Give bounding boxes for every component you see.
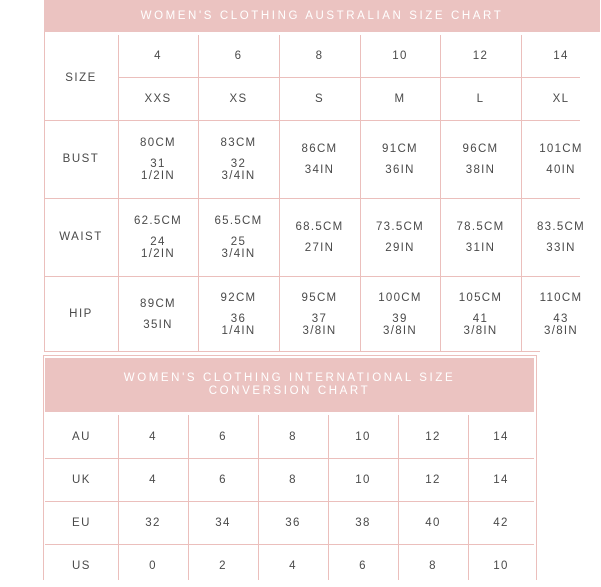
size-number-cell-text: 12 <box>472 50 489 62</box>
hip-measure-cell-text: 35IN <box>143 318 173 331</box>
waist-measure-cell-text: 31IN <box>465 241 496 254</box>
intl-eu-cell-text: 42 <box>493 516 509 529</box>
intl-eu-cell <box>188 501 258 544</box>
intl-uk-cell-text: 12 <box>425 473 441 486</box>
waist-measure-cell-text: 68.5CM <box>295 220 344 233</box>
intl-uk-cell-text: 10 <box>355 473 371 486</box>
intl-uk-cell-text: 6 <box>219 473 227 486</box>
size-letter-cell-text: L <box>476 92 485 105</box>
hip-measure-cell-text: 36 <box>230 312 247 325</box>
intl-row-label-au <box>45 415 118 458</box>
intl-us-cell-text: 4 <box>289 559 297 572</box>
hip-measure-cell-text: 39 <box>392 312 408 325</box>
intl-us-cell-text: 6 <box>359 559 367 572</box>
waist-measure-cell-text: 1/2IN <box>141 247 175 260</box>
bust-measure-cell-text: 96CM <box>462 142 499 155</box>
bust-measure-cell-text: 83CM <box>220 136 257 149</box>
intl-au-cell-text: 6 <box>219 430 227 443</box>
intl-chart-title: WOMEN'S CLOTHING INTERNATIONAL SIZE CONVERSION CHART <box>45 358 534 412</box>
intl-uk-cell <box>398 458 468 501</box>
waist-measure-cell-text: 83.5CM <box>536 220 586 233</box>
hip-measure-cell-text: 41 <box>472 312 489 325</box>
size-number-cell-text: 10 <box>392 50 408 62</box>
waist-measure-cell-text: 62.5CM <box>133 214 183 227</box>
intl-uk-cell-text: 4 <box>149 473 157 486</box>
hip-measure-cell-text: 89CM <box>140 297 176 310</box>
size-letter-cell-text: S <box>315 92 324 105</box>
bust-measure-cell-text: 38IN <box>465 163 496 176</box>
waist-row-label-text: WAIST <box>59 231 103 243</box>
intl-uk-cell <box>258 458 328 501</box>
intl-au-cell-text: 14 <box>493 430 509 443</box>
intl-au-cell-text: 10 <box>355 430 371 443</box>
intl-eu-cell <box>468 501 534 544</box>
intl-us-cell <box>328 544 398 587</box>
intl-au-cell-text: 4 <box>149 430 157 443</box>
waist-measure-cell-text: 3/4IN <box>221 247 256 260</box>
grid-line <box>536 355 537 580</box>
intl-eu-cell <box>118 501 188 544</box>
bust-measure-cell-text: 36IN <box>385 163 415 176</box>
intl-row-label-us-text: US <box>72 559 91 572</box>
intl-au-cell-text: 8 <box>289 430 297 443</box>
waist-measure-cell-text: 65.5CM <box>214 214 263 227</box>
waist-measure-cell-text: 29IN <box>385 241 415 254</box>
intl-eu-cell <box>258 501 328 544</box>
intl-row-label-eu-text: EU <box>72 516 91 529</box>
intl-us-cell <box>398 544 468 587</box>
waist-measure-cell-text: 33IN <box>546 241 576 254</box>
bust-measure-cell-text: 40IN <box>546 163 576 176</box>
intl-uk-cell <box>118 458 188 501</box>
bust-measure-cell-text: 91CM <box>382 142 418 155</box>
waist-measure-cell-text: 73.5CM <box>375 220 425 233</box>
size-number-cell-text: 14 <box>553 50 569 62</box>
intl-eu-cell-text: 32 <box>145 516 161 529</box>
hip-measure-cell-text: 3/8IN <box>544 324 578 337</box>
intl-au-cell <box>188 415 258 458</box>
intl-us-cell-text: 8 <box>429 559 437 572</box>
intl-au-cell <box>258 415 328 458</box>
bust-measure-cell-text: 3/4IN <box>221 169 256 182</box>
grid-line <box>43 355 44 580</box>
intl-us-cell-text: 2 <box>219 559 227 572</box>
intl-us-cell <box>258 544 328 587</box>
intl-au-cell <box>118 415 188 458</box>
size-number-cell-text: 8 <box>315 50 324 62</box>
size-row-label-text: SIZE <box>65 71 97 84</box>
intl-row-label-au-text: AU <box>72 430 91 443</box>
intl-uk-cell <box>188 458 258 501</box>
intl-uk-cell <box>328 458 398 501</box>
hip-measure-cell-text: 3/8IN <box>302 324 337 337</box>
intl-eu-cell-text: 34 <box>215 516 231 529</box>
waist-measure-cell-text: 24 <box>150 235 166 248</box>
intl-us-cell <box>118 544 188 587</box>
size-letter-cell-text: XL <box>552 92 570 105</box>
intl-uk-cell-text: 14 <box>493 473 509 486</box>
hip-measure-cell-text: 37 <box>311 312 328 325</box>
intl-au-cell <box>328 415 398 458</box>
intl-uk-cell-text: 8 <box>289 473 297 486</box>
intl-row-label-uk <box>45 458 118 501</box>
bust-row-label-text: BUST <box>62 153 100 165</box>
hip-measure-cell-text: 110CM <box>539 291 583 304</box>
hip-measure-cell-text: 92CM <box>220 291 257 304</box>
bust-measure-cell-text: 34IN <box>304 163 335 176</box>
grid-line <box>43 355 537 356</box>
bust-measure-cell-text: 31 <box>150 157 166 170</box>
intl-us-cell <box>468 544 534 587</box>
intl-au-cell-text: 12 <box>425 430 441 443</box>
intl-eu-cell-text: 38 <box>355 516 371 529</box>
hip-row-label-text: HIP <box>69 308 93 320</box>
intl-us-cell-text: 10 <box>493 559 509 572</box>
hip-measure-cell-text: 1/4IN <box>221 324 256 337</box>
intl-au-cell <box>398 415 468 458</box>
intl-us-cell-text: 0 <box>149 559 157 572</box>
size-letter-cell-text: XS <box>229 92 248 105</box>
size-letter-cell-text: M <box>394 92 406 105</box>
bust-measure-cell-text: 1/2IN <box>141 169 175 182</box>
size-number-cell-text: 6 <box>234 50 243 62</box>
bust-measure-cell-text: 80CM <box>140 136 176 149</box>
hip-measure-cell-text: 100CM <box>378 291 422 304</box>
size-number-cell-text: 4 <box>154 50 162 62</box>
hip-measure-cell-text: 43 <box>553 312 569 325</box>
bust-measure-cell-text: 86CM <box>301 142 338 155</box>
waist-measure-cell-text: 25 <box>230 235 247 248</box>
intl-eu-cell-text: 36 <box>285 516 301 529</box>
intl-us-cell <box>188 544 258 587</box>
intl-row-label-eu <box>45 501 118 544</box>
size-letter-cell-text: XXS <box>144 92 172 105</box>
hip-measure-cell-text: 3/8IN <box>463 324 498 337</box>
hip-measure-cell-text: 105CM <box>458 291 503 304</box>
intl-eu-cell <box>398 501 468 544</box>
bust-measure-cell-text: 101CM <box>539 142 583 155</box>
intl-eu-cell-text: 40 <box>425 516 441 529</box>
intl-au-cell <box>468 415 534 458</box>
hip-measure-cell-text: 3/8IN <box>383 324 417 337</box>
intl-uk-cell <box>468 458 534 501</box>
waist-measure-cell-text: 78.5CM <box>456 220 505 233</box>
waist-measure-cell-text: 27IN <box>304 241 335 254</box>
intl-row-label-uk-text: UK <box>72 473 91 486</box>
bust-measure-cell-text: 32 <box>230 157 247 170</box>
hip-measure-cell-text: 95CM <box>301 291 338 304</box>
intl-eu-cell <box>328 501 398 544</box>
intl-row-label-us <box>45 544 118 587</box>
au-chart-title: WOMEN'S CLOTHING AUSTRALIAN SIZE CHART <box>44 0 600 32</box>
